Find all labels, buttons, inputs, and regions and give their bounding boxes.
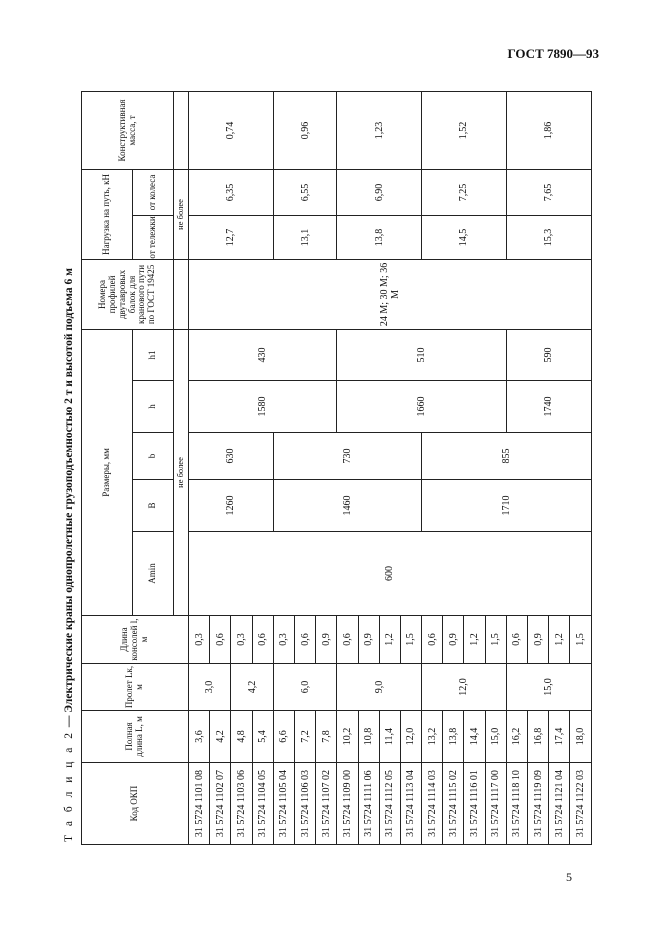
table-cell: 0,3 [189,616,210,664]
load-not-more: не более [174,169,189,259]
table-cell: 31 5724 1109 00 [337,763,358,845]
table-cell: 855 [422,433,592,480]
table-cell: 31 5724 1117 00 [485,763,506,845]
col-trolley: от тележки [133,215,174,259]
table-cell: 1,5 [400,616,421,664]
table-cell: 13,1 [273,215,337,259]
table-cell: 31 5724 1122 03 [570,763,591,845]
table-cell: 24 М; 30 М; 36 М [189,259,592,329]
sizes-not-more: не более [174,329,189,615]
table-cell: 630 [189,433,274,480]
col-profiles: Номера профилей двутавровых балок для кранового пути по ГОСТ 19425 [82,259,174,329]
table-cell: 1,2 [379,616,400,664]
col-b: b [133,433,174,480]
col-B: B [133,480,174,532]
table-cell: 1740 [506,381,591,433]
table-cell: 12,7 [189,215,274,259]
table-cell: 15,3 [506,215,591,259]
caption-lead: Т а б л и ц а 2 [63,729,75,842]
table-cell: 3,0 [189,664,231,711]
table-cell: 0,3 [231,616,252,664]
table-cell: 4,2 [210,711,231,763]
col-h1: h1 [133,329,174,380]
col-console: Длина консолей l, м [82,616,189,664]
table-cell: 13,2 [422,711,443,763]
table-cell: 0,9 [358,616,379,664]
col-code: Код ОКП [82,763,189,845]
table-cell: 0,6 [422,616,443,664]
table-cell: 0,3 [273,616,294,664]
table-cell: 31 5724 1121 04 [549,763,570,845]
table-cell: 0,9 [528,616,549,664]
table-cell: 16,8 [528,711,549,763]
table-cell: 10,2 [337,711,358,763]
table-cell: 31 5724 1107 02 [316,763,337,845]
table-area [61,92,586,850]
table-cell: 18,0 [570,711,591,763]
table-cell: 31 5724 1112 05 [379,763,400,845]
table-cell: 7,2 [294,711,315,763]
table-cell: 16,2 [506,711,527,763]
table-cell: 15,0 [485,711,506,763]
table-cell: 6,0 [273,664,337,711]
table-cell: 1,2 [464,616,485,664]
col-wheel: от колеса [133,169,174,215]
table-cell: 1,5 [570,616,591,664]
table-cell: 1710 [422,480,592,532]
table-cell: 0,6 [210,616,231,664]
crane-table [81,91,592,845]
table-cell: 4,8 [231,711,252,763]
table-cell: 31 5724 1115 02 [443,763,464,845]
table-cell: 31 5724 1105 04 [273,763,294,845]
col-h: h [133,381,174,433]
page-number: 5 [566,870,572,884]
col-mass: Конструктивная масса, т [82,91,174,169]
table-cell: 0,9 [443,616,464,664]
table-cell: 17,4 [549,711,570,763]
col-span: Пролет Lк, м [82,664,189,711]
table-cell: 0,96 [273,91,337,169]
mass-blank [174,91,189,169]
table-cell: 31 5724 1101 08 [189,763,210,845]
table-cell: 0,9 [316,616,337,664]
table-cell: 4,2 [231,664,273,711]
table-cell: 7,8 [316,711,337,763]
table-cell: 14,4 [464,711,485,763]
table-cell: 31 5724 1111 06 [358,763,379,845]
table-cell: 31 5724 1118 10 [506,763,527,845]
table-cell: 31 5724 1103 06 [231,763,252,845]
table-cell: 13,8 [443,711,464,763]
table-cell: 31 5724 1102 07 [210,763,231,845]
table-cell: 0,6 [506,616,527,664]
table-cell: 1,2 [549,616,570,664]
col-full-length: Полная длина L, м [82,711,189,763]
table-cell: 6,90 [337,169,422,215]
profiles-blank [174,259,189,329]
col-load: Нагрузка на путь, кН [82,169,133,259]
table-cell: 31 5724 1113 04 [400,763,421,845]
table-cell: 9,0 [337,664,422,711]
table-cell: 1460 [273,480,421,532]
table-cell: 590 [506,329,591,380]
col-sizes: Размеры, мм [82,329,133,615]
table-cell: 730 [273,433,421,480]
table-cell: 0,6 [294,616,315,664]
table-cell: 1580 [189,381,337,433]
table-cell: 510 [337,329,507,380]
table-cell: 5,4 [252,711,273,763]
table-cell: 31 5724 1104 05 [252,763,273,845]
table-cell: 12,0 [422,664,507,711]
table-cell: 15,0 [506,664,591,711]
table-cell: 0,74 [189,91,274,169]
table-cell: 31 5724 1119 09 [528,763,549,845]
table-cell: 12,0 [400,711,421,763]
table-cell: 0,6 [337,616,358,664]
table-cell: 11,4 [379,711,400,763]
table-cell: 1,52 [422,91,507,169]
table-cell: 7,25 [422,169,507,215]
col-amin: Amin [133,532,174,616]
table-cell: 1,86 [506,91,591,169]
table-cell: 6,35 [189,169,274,215]
table-cell: 31 5724 1106 03 [294,763,315,845]
document-header: ГОСТ 7890—93 [507,46,599,61]
table-cell: 0,6 [252,616,273,664]
table-cell: 3,6 [189,711,210,763]
table-cell: 1,23 [337,91,422,169]
table-cell: 14,5 [422,215,507,259]
table-cell: 13,8 [337,215,422,259]
table-cell: 1660 [337,381,507,433]
caption-text: — Электрические краны однопролетные грузоподъемностью 2 т и высотой подъема 6 м [63,268,75,730]
table-cell: 1260 [189,480,274,532]
table-cell: 430 [189,329,337,380]
table-cell: 600 [189,532,592,616]
table-cell: 31 5724 1116 01 [464,763,485,845]
table-cell: 10,8 [358,711,379,763]
table-cell: 6,6 [273,711,294,763]
table-cell: 7,65 [506,169,591,215]
table-cell: 31 5724 1114 03 [422,763,443,845]
table-cell: 6,55 [273,169,337,215]
table-cell: 1,5 [485,616,506,664]
table-caption [61,102,77,842]
